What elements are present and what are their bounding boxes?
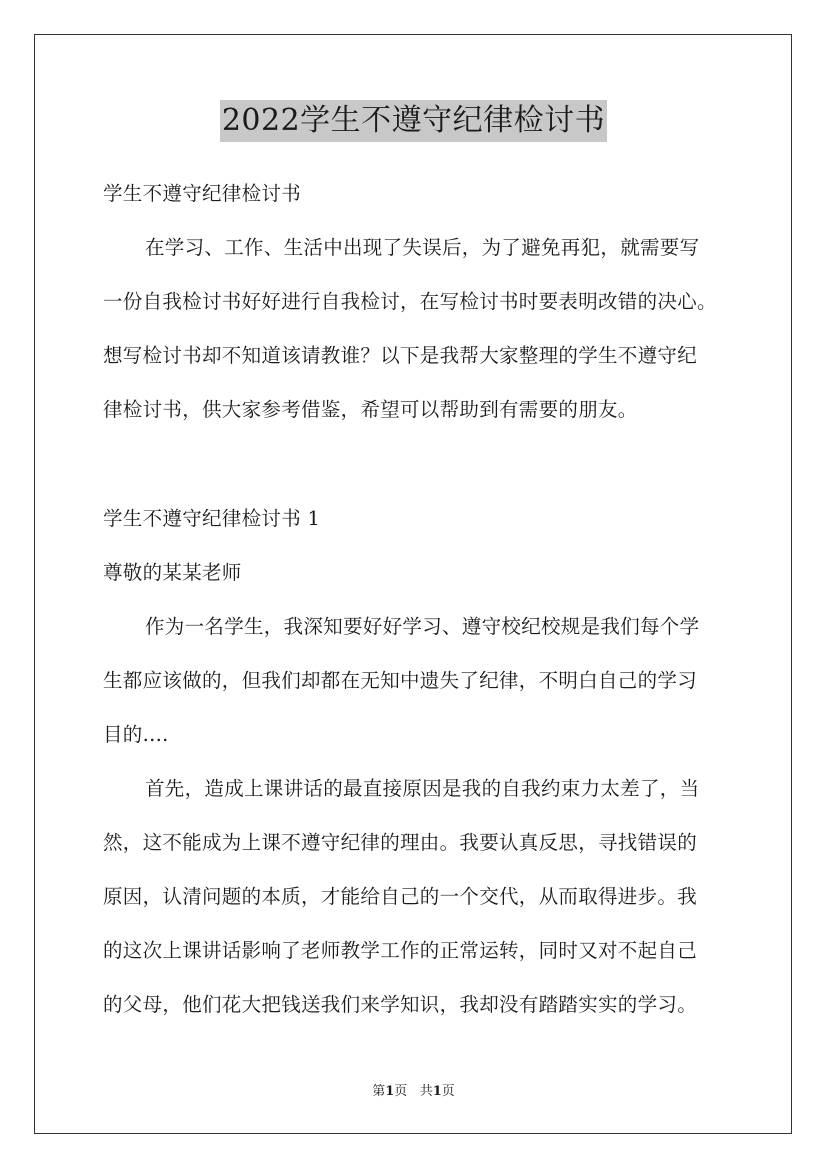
footer-page-number: 1 [385, 1084, 395, 1099]
paragraph-line: 生都应该做的，但我们却都在无知中遗失了纪律，不明白自己的学习 [103, 669, 698, 692]
paragraph-line: 原因，认清问题的本质，才能给自己的一个交代，从而取得进步。我 [103, 885, 698, 908]
title-wrap [0, 100, 827, 142]
subtitle-line: 学生不遵守纪律检讨书 [103, 182, 302, 205]
paragraph-line: 一份自我检讨书好好进行自我检讨，在写检讨书时要表明改错的决心。 [103, 290, 717, 313]
footer-label-end: 页 [441, 1084, 455, 1099]
footer-label-total: 页 共 [394, 1084, 433, 1099]
footer-page-total: 1 [432, 1084, 442, 1099]
paragraph-line: 的这次上课讲话影响了老师教学工作的正常运转，同时又对不起自己 [103, 939, 698, 962]
paragraph-line: 首先，造成上课讲话的最直接原因是我的自我约束力太差了，当 [145, 777, 700, 800]
paragraph-line: 想写检讨书却不知道该请教谁？以下是我帮大家整理的学生不遵守纪 [103, 344, 698, 367]
document-title: 2022学生不遵守纪律检讨书 [220, 100, 607, 142]
paragraph-line: 然，这不能成为上课不遵守纪律的理由。我要认真反思，寻找错误的 [103, 831, 698, 854]
paragraph-line: 作为一名学生，我深知要好好学习、遵守校纪校规是我们每个学 [145, 615, 700, 638]
page-footer [0, 1083, 827, 1101]
salutation-line: 尊敬的某某老师 [103, 561, 242, 584]
paragraph-line: 的父母，他们花大把钱送我们来学知识，我却没有踏踏实实的学习。 [103, 993, 698, 1016]
paragraph-line: 律检讨书，供大家参考借鉴，希望可以帮助到有需要的朋友。 [103, 398, 638, 421]
footer-label-page: 第 [372, 1084, 386, 1099]
paragraph-line: 目的.... [103, 723, 169, 746]
paragraph-line: 在学习、工作、生活中出现了失误后，为了避免再犯，就需要写 [145, 236, 700, 259]
section-heading: 学生不遵守纪律检讨书 1 [103, 507, 321, 530]
